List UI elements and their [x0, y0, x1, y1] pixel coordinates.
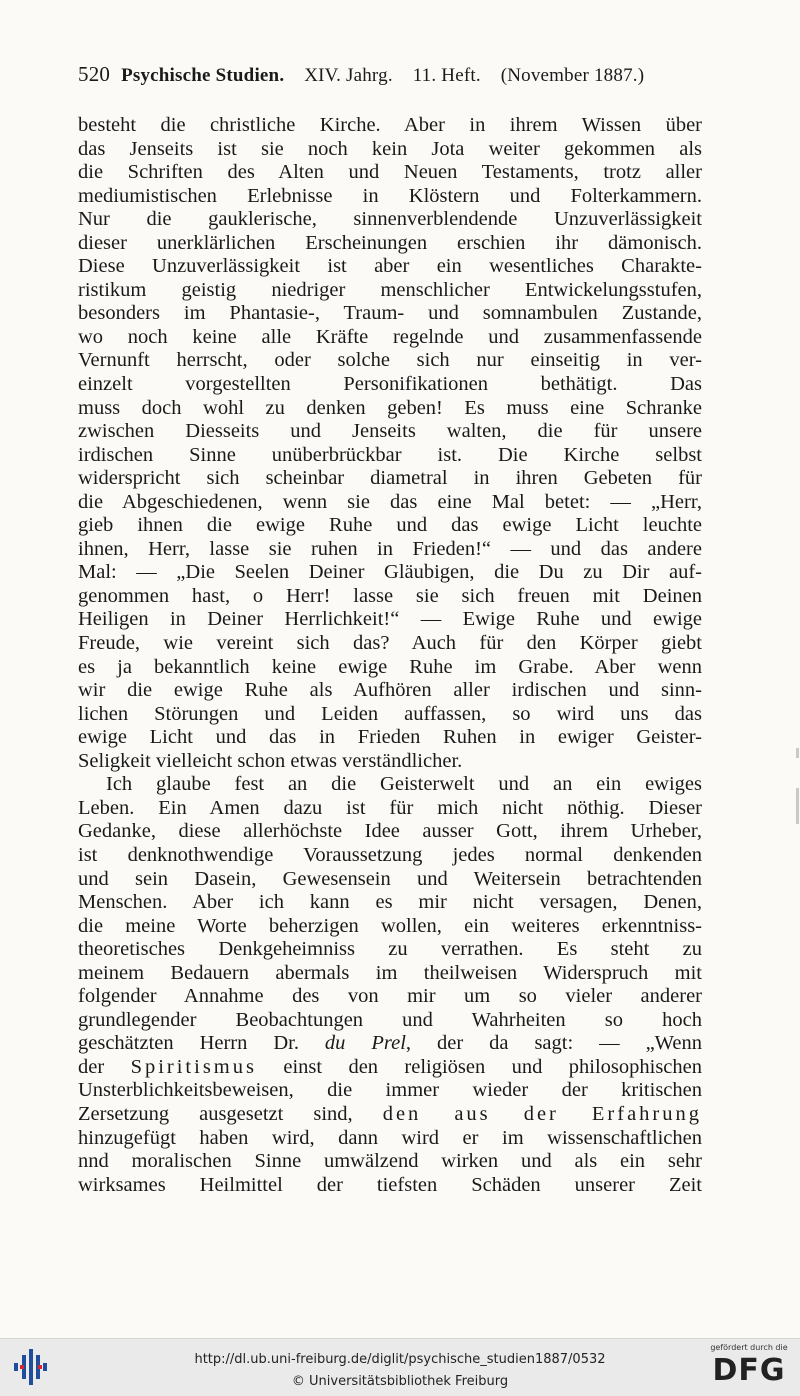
text-line: ristikum geistig niedriger menschlicher Entwickelungsstufen, — [78, 278, 702, 301]
text-line: irdischen Sinne unüberbrückbar ist. Die Kirche selbst — [78, 443, 702, 466]
spaced-emphasis: den aus der Erfahrung — [382, 1102, 702, 1125]
author-name-italic: du Prel — [324, 1032, 406, 1055]
viewer-footer — [0, 1338, 800, 1396]
text-line: Unsterblichkeitsbeweisen, die immer wieder der kritischen — [78, 1079, 702, 1102]
spaced-emphasis: Spiritismus — [130, 1055, 257, 1078]
body-text — [78, 114, 702, 1197]
issue: 11. Heft. — [412, 65, 481, 86]
scan-edge-mark — [796, 748, 799, 758]
text-line: besteht die christliche Kirche. Aber in ihrem Wissen über — [78, 114, 702, 136]
text-line: Gedanke, diese allerhöchste Idee ausser Gott, ihrem Urheber, — [78, 820, 702, 843]
text-line: folgender Annahme des von mir um so vieler anderer — [78, 985, 702, 1008]
text-line: wir die ewige Ruhe als Aufhören aller irdischen und sinn- — [78, 679, 702, 702]
text-line: ewige Licht und das in Frieden Ruhen in ewiger Geister- — [78, 726, 702, 749]
text-run: der — [78, 1055, 131, 1078]
text-line: das Jenseits ist sie noch kein Jota weiter gekommen als — [78, 137, 702, 160]
text-line: besonders im Phantasie-, Traum- und somnambulen Zustande, — [78, 302, 702, 325]
text-line: die Schriften des Alten und Neuen Testaments, trotz aller — [78, 161, 702, 184]
journal-title: Psychische Studien. — [121, 65, 285, 86]
text-line: gieb ihnen die ewige Ruhe und das ewige Licht leuchte — [78, 514, 702, 537]
text-line: einzelt vorgestellten Personifikationen bethätigt. Das — [78, 373, 702, 396]
text-line: grundlegender Beobachtungen und Wahrheiten so hoch — [78, 1008, 702, 1031]
paragraph-end-line: Seligkeit vielleicht schon etwas verständlicher. — [78, 749, 463, 772]
text-line: und sein Dasein, Gewesensein und Weitersein betrachtenden — [78, 867, 702, 890]
copyright-notice: © Universitätsbibliothek Freiburg — [291, 1374, 509, 1389]
text-line: meinem Bedauern abermals im theilweisen Widerspruch mit — [78, 961, 702, 984]
dfg-wordmark: DFG — [712, 1353, 786, 1388]
volume: XIV. Jahrg. — [304, 65, 393, 86]
text-line: die meine Worte beherzigen wollen, ein weiteres erkenntniss- — [78, 914, 702, 937]
text-run: , der da sagt: — „Wenn — [405, 1032, 702, 1055]
text-line: Nur die gauklerische, sinnenverblendende Unzuverlässigkeit — [78, 208, 702, 231]
text-line: Heiligen in Deiner Herrlichkeit!“ — Ewige Ruhe und ewige — [78, 608, 702, 631]
text-line: widerspricht sich scheinbar diametral in ihren Gebeten für — [78, 467, 702, 490]
page-number: 520 — [78, 62, 111, 86]
running-head — [78, 62, 700, 87]
text-line-with-emphasis — [78, 1103, 702, 1127]
text-line: ist denknothwendige Voraussetzung jedes normal denkenden — [78, 843, 702, 866]
source-url-link[interactable]: http://dl.ub.uni-freiburg.de/diglit/psychische_studien1887/0532 — [194, 1352, 606, 1367]
text-line: genommen hast, o Herr! lasse sie sich freuen mit Deinen — [78, 584, 702, 607]
text-line: wirksames Heilmittel der tiefsten Schäden unserer Zeit — [78, 1173, 702, 1196]
text-run: geschätzten Herrn Dr. — [78, 1032, 325, 1055]
text-run: Zersetzung ausgesetzt sind, — [78, 1102, 383, 1125]
text-line: Vernunft herrscht, oder solche sich nur einseitig in ver- — [78, 349, 702, 372]
text-line: theoretisches Denkgeheimniss zu verrathen. Es steht zu — [78, 938, 702, 961]
text-line: Diese Unzuverlässigkeit ist aber ein wesentliches Charakte- — [78, 255, 702, 278]
dfg-logo[interactable] — [706, 1342, 792, 1394]
text-line: Menschen. Aber ich kann es mir nicht versagen, Denen, — [78, 891, 702, 914]
text-line: wo noch keine alle Kräfte regelnde und zusammenfassende — [78, 325, 702, 348]
text-line: Leben. Ein Amen dazu ist für mich nicht nöthig. Dieser — [78, 796, 702, 819]
text-line: es ja bekanntlich keine ewige Ruhe im Grabe. Aber wenn — [78, 655, 702, 678]
dfg-caption: gefördert durch die — [710, 1343, 788, 1352]
text-line-with-italic — [78, 1032, 702, 1056]
text-line: die Abgeschiedenen, wenn sie das eine Mal betet: — „Herr, — [78, 490, 702, 513]
text-line: Freude, wie vereint sich das? Auch für den Körper giebt — [78, 632, 702, 655]
text-line-with-emphasis — [78, 1056, 702, 1080]
text-line: ihnen, Herr, lasse sie ruhen in Frieden!“ — und das andere — [78, 537, 702, 560]
text-line: zwischen Diesseits und Jenseits walten, die für unsere — [78, 420, 702, 443]
text-line: dieser unerklärlichen Erscheinungen erschien ihr dämonisch. — [78, 231, 702, 254]
text-line: mediumistischen Erlebnisse in Klöstern und Folterkammern. — [78, 184, 702, 207]
text-line: lichen Störungen und Leiden auffassen, so wird uns das — [78, 702, 702, 725]
issue-date: (November 1887.) — [500, 65, 645, 86]
scan-edge-mark — [796, 788, 799, 824]
text-line: hinzugefügt haben wird, dann wird er im wissenschaftlichen — [78, 1126, 702, 1149]
text-line: nnd moralischen Sinne umwälzend wirken und als ein sehr — [78, 1150, 702, 1173]
paragraph-start-line: Ich glaube fest an die Geisterwelt und an ein ewiges — [106, 773, 702, 796]
text-line: Mal: — „Die Seelen Deiner Gläubigen, die Du zu Dir auf- — [78, 561, 702, 584]
text-line: muss doch wohl zu denken geben! Es muss eine Schranke — [78, 396, 702, 419]
text-run: einst den religiösen und philosophischen — [256, 1055, 702, 1078]
